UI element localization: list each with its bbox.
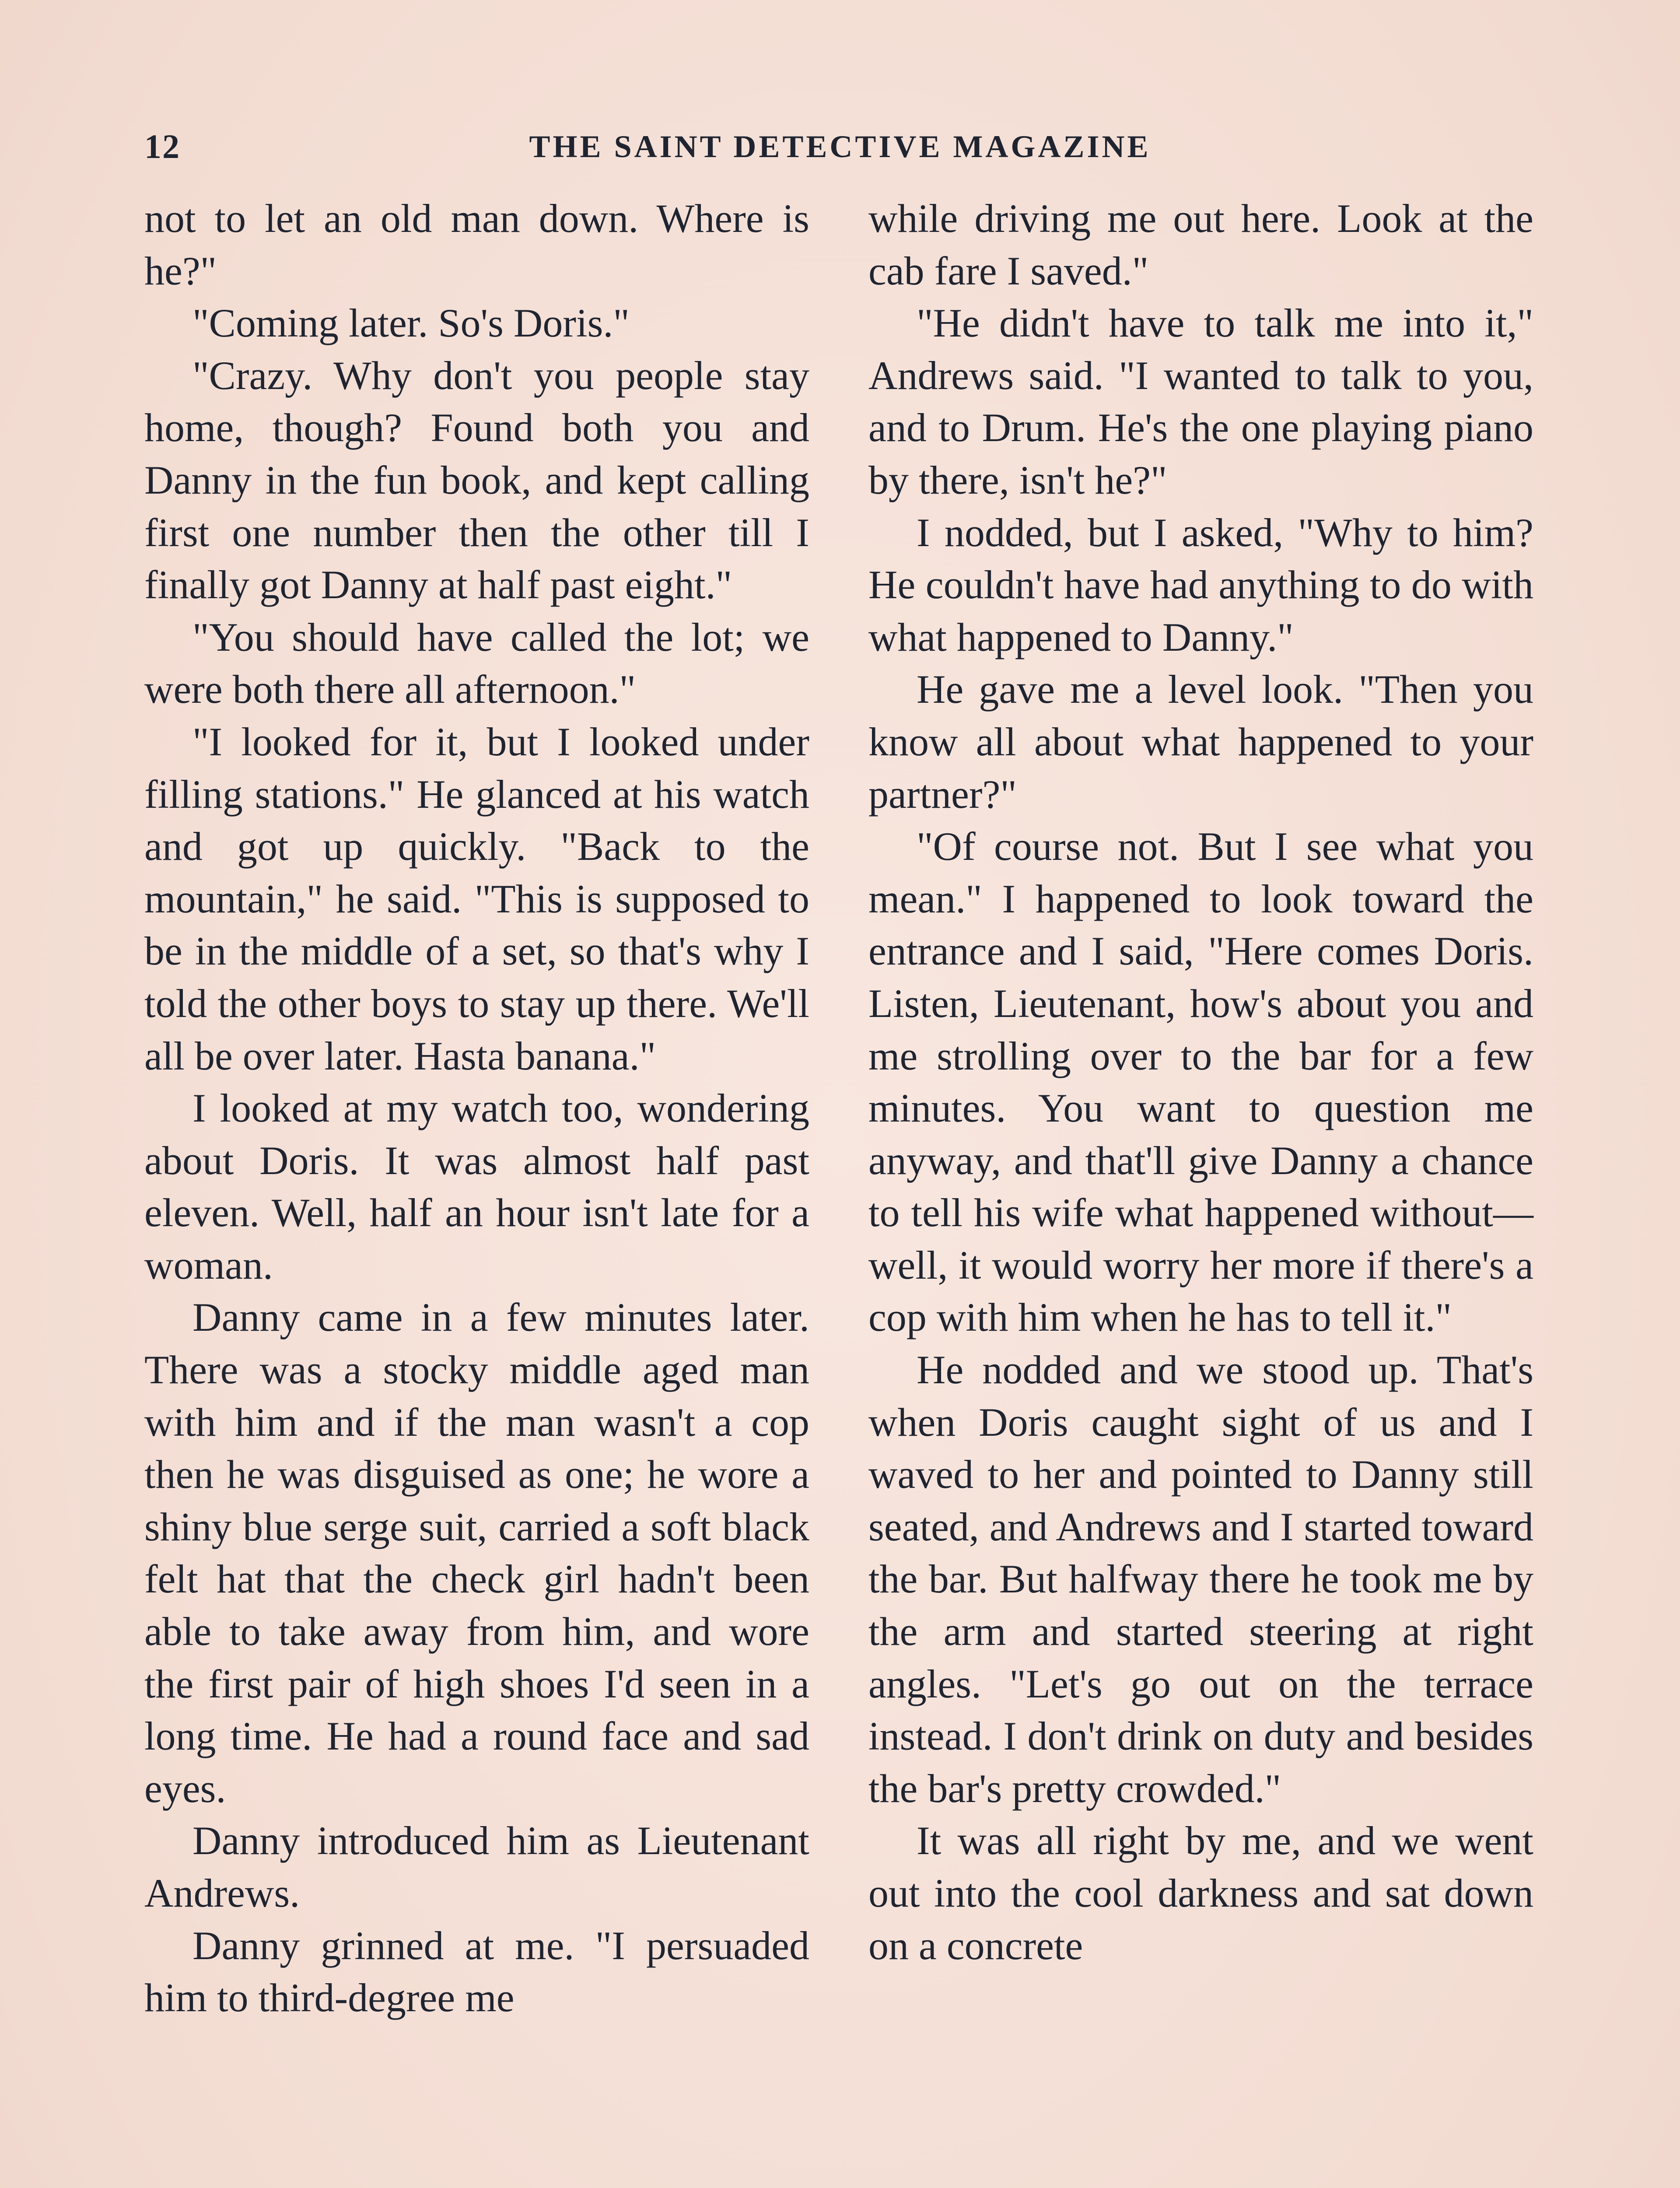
paragraph: I looked at my watch too, wondering about Doris. It was almost half past eleven. Well, half an hour isn't late for a woman. [144, 1086, 809, 1287]
paragraph: Danny came in a few minutes later. There was a stocky middle aged man with him and if the man wasn't a cop then he was disguised as one; he wore a shiny blue serge suit, carried a soft black felt hat that the check girl hadn't been able to take away from him, and wore the first pair of high shoes I'd seen in a long time. He had a round face and sad eyes. [144, 1295, 809, 1811]
paragraph: Danny introduced him as Lieutenant Andrews. [144, 1818, 809, 1915]
paragraph: It was all right by me, and we went out into the cool darkness and sat down on a concrete [868, 1818, 1533, 1968]
left-column [144, 193, 809, 2024]
running-head: THE SAINT DETECTIVE MAGAZINE [529, 129, 1151, 164]
paragraph: not to let an old man down. Where is he?" [144, 196, 809, 293]
paragraph: while driving me out here. Look at the cab fare I saved." [868, 196, 1533, 293]
page-header [144, 127, 1536, 179]
paragraph: "Of course not. But I see what you mean." I happened to look toward the entrance and I said, "Here comes Doris. Listen, Lieutenant, how's about you and me strolling over to the bar for a few minutes. You want to question me anyway, and that'll give Danny a chance to tell his wife what happened without—well, it would worry her more if there's a cop with him when he has to tell it." [868, 824, 1533, 1340]
paragraph: He gave me a level look. "Then you know all about what happened to your partner?" [868, 667, 1533, 817]
page-number: 12 [144, 127, 180, 165]
paragraph: "Crazy. Why don't you people stay home, though? Found both you and Danny in the fun book, and kept calling first one number then the other till I finally got Danny at half past eight." [144, 353, 809, 607]
paragraph: "I looked for it, but I looked under filling stations." He glanced at his watch and got up quickly. "Back to the mountain," he said. "This is supposed to be in the middle of a set, so that's why I told the other boys to stay up there. We'll all be over later. Hasta banana." [144, 719, 809, 1078]
paragraph: "Coming later. So's Doris." [192, 301, 630, 346]
paragraph: "He didn't have to talk me into it," Andrews said. "I wanted to talk to you, and to Drum. He's the one playing piano by there, isn't he?" [868, 301, 1533, 502]
paragraph: I nodded, but I asked, "Why to him? He couldn't have had anything to do with what happened to Danny." [868, 510, 1533, 659]
paragraph: "You should have called the lot; we were both there all afternoon." [144, 614, 809, 712]
paragraph: Danny grinned at me. "I persuaded him to third-degree me [144, 1923, 809, 2020]
right-column [868, 193, 1533, 1972]
paragraph: He nodded and we stood up. That's when Doris caught sight of us and I waved to her and pointed to Danny still seated, and Andrews and I started toward the bar. But halfway there he took me by the arm and started steering at right angles. "Let's go out on the terrace instead. I don't drink on duty and besides the bar's pretty crowded." [868, 1347, 1533, 1811]
